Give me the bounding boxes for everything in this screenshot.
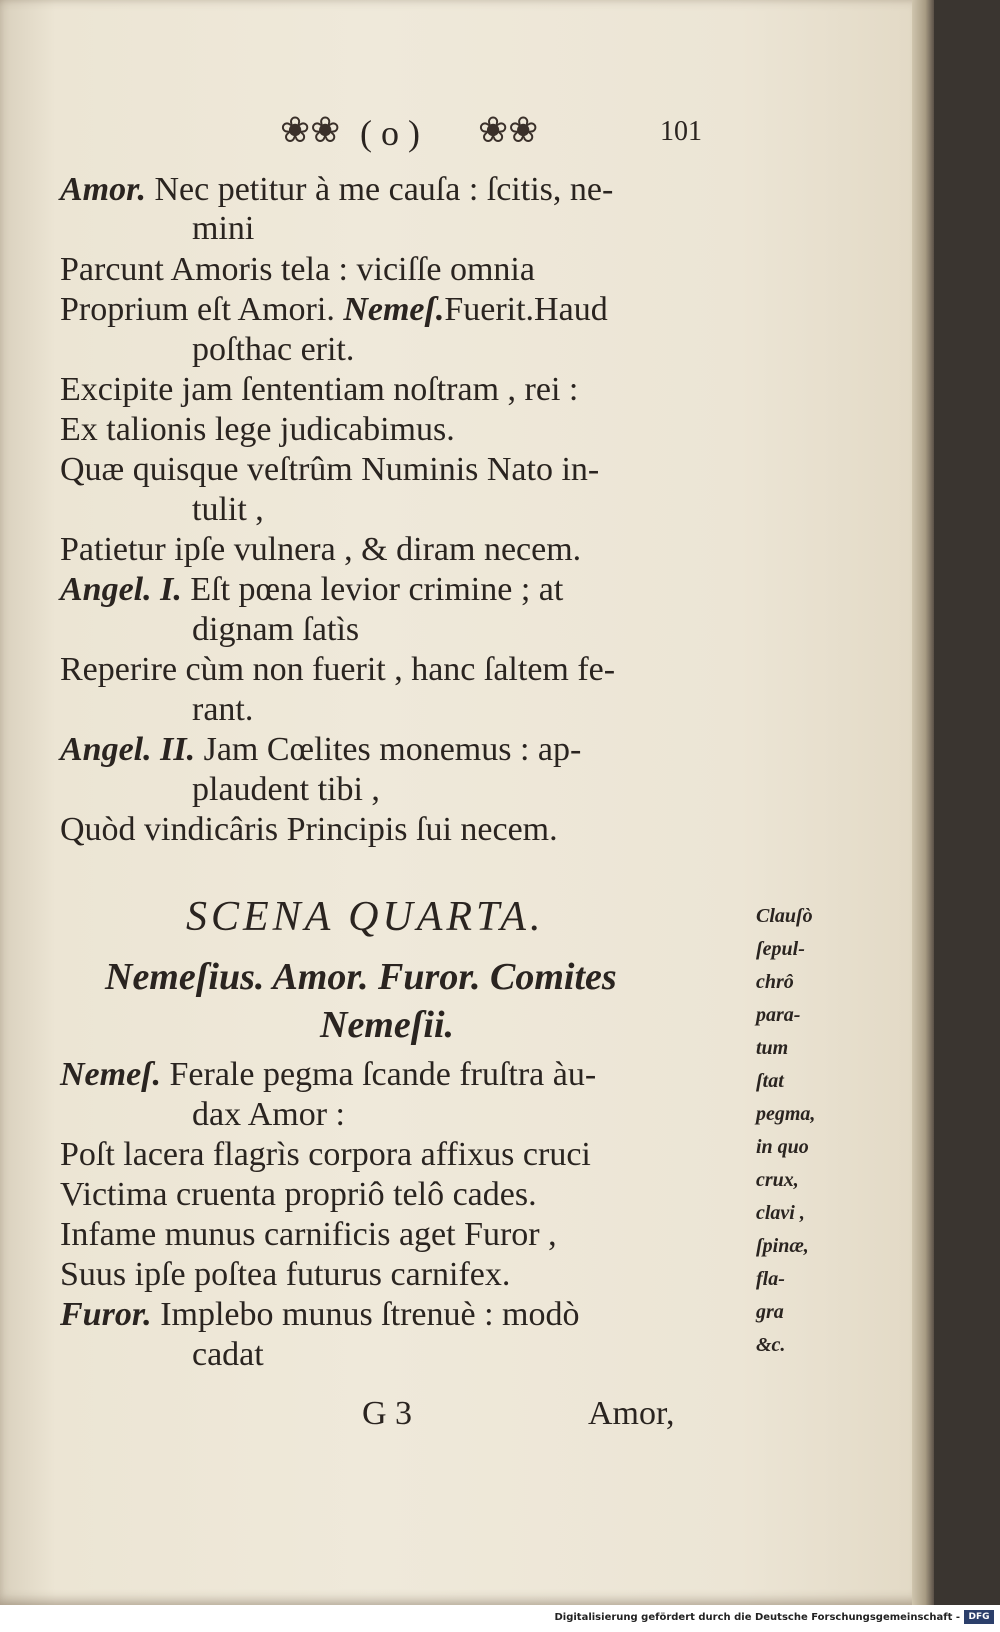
text-line: Proprium eſt Amori. Nemeſ.Fuerit.Haud	[60, 291, 608, 328]
text-line: Excipite jam ſententiam noſtram , rei :	[60, 371, 579, 408]
text-line: Quòd vindicâris Principis ſui necem.	[60, 811, 558, 848]
credit-text: Digitalisierung gefördert durch die Deutsche Forschungsgemeinschaft -	[554, 1612, 960, 1623]
text-line: Nemeſ. Ferale pegma ſcande fruſtra àu-	[60, 1056, 597, 1093]
dramatis-personae: Nemeſius. Amor. Furor. Comites	[105, 956, 617, 998]
margin-note-line: tum	[756, 1037, 789, 1059]
margin-note-line: ſpinæ,	[756, 1235, 809, 1257]
text-line: Suus ipſe poſtea futurus carnifex.	[60, 1256, 511, 1293]
text-line: Poſt lacera flagrìs corpora affixus cruci	[60, 1136, 591, 1173]
running-header	[0, 112, 900, 162]
page-edge	[912, 0, 934, 1610]
text-line: cadat	[192, 1336, 264, 1373]
text-line: Patietur ipſe vulnera , & diram necem.	[60, 531, 582, 568]
right-ornament-icon: ❀❀	[478, 110, 539, 151]
text-line: Parcunt Amoris tela : viciſſe omnia	[60, 251, 535, 288]
margin-note-line: crux,	[756, 1169, 799, 1191]
margin-note-line: para-	[756, 1004, 801, 1026]
margin-note-line: Clauſò	[756, 905, 813, 927]
left-ornament-icon: ❀❀	[280, 110, 341, 151]
text-line: dax Amor :	[192, 1096, 345, 1133]
signature-mark: G 3	[362, 1395, 413, 1432]
text-line: poſthac erit.	[192, 331, 355, 368]
scene-title: SCENA QUARTA.	[186, 894, 545, 940]
margin-note-line: ſepul-	[756, 938, 805, 960]
text-line: Angel. II. Jam Cœlites monemus : ap-	[60, 731, 582, 768]
text-line: dignam ſatìs	[192, 611, 360, 648]
margin-note-line: fla-	[756, 1268, 785, 1290]
margin-note-line: clavi ,	[756, 1202, 805, 1224]
text-line: Victima cruenta propriô telô cades.	[60, 1176, 537, 1213]
page-number: 101	[660, 116, 702, 147]
dfg-logo-icon: DFG	[964, 1610, 994, 1624]
text-line: Amor. Nec petitur à me cauſa : ſcitis, ne-	[60, 171, 614, 208]
margin-note-line: in quo	[756, 1136, 809, 1158]
header-center: ( o )	[360, 113, 420, 153]
margin-note-line: chrô	[756, 971, 794, 993]
margin-note-line: gra	[756, 1301, 784, 1323]
margin-note-line: &c.	[756, 1334, 786, 1356]
text-line: Ex talionis lege judicabimus.	[60, 411, 455, 448]
text-line: Infame munus carnificis aget Furor ,	[60, 1216, 557, 1253]
text-line: Reperire cùm non fuerit , hanc ſaltem fe-	[60, 651, 616, 688]
margin-note-line: pegma,	[756, 1103, 816, 1125]
margin-note-line: ſtat	[756, 1070, 784, 1092]
catchword: Amor,	[588, 1395, 675, 1432]
text-line: mini	[192, 210, 255, 247]
text-line: Quæ quisque veſtrûm Numinis Nato in-	[60, 451, 600, 488]
text-line: rant.	[192, 691, 254, 728]
text-line: tulit ,	[192, 491, 264, 528]
text-line: Furor. Implebo munus ſtrenuè : modò	[60, 1296, 580, 1333]
text-line: Angel. I. Eſt pœna levior crimine ; at	[60, 571, 564, 608]
margin-note	[756, 900, 815, 1362]
text-line: plaudent tibi ,	[192, 771, 380, 808]
dramatis-personae-cont: Nemeſii.	[320, 1004, 455, 1046]
